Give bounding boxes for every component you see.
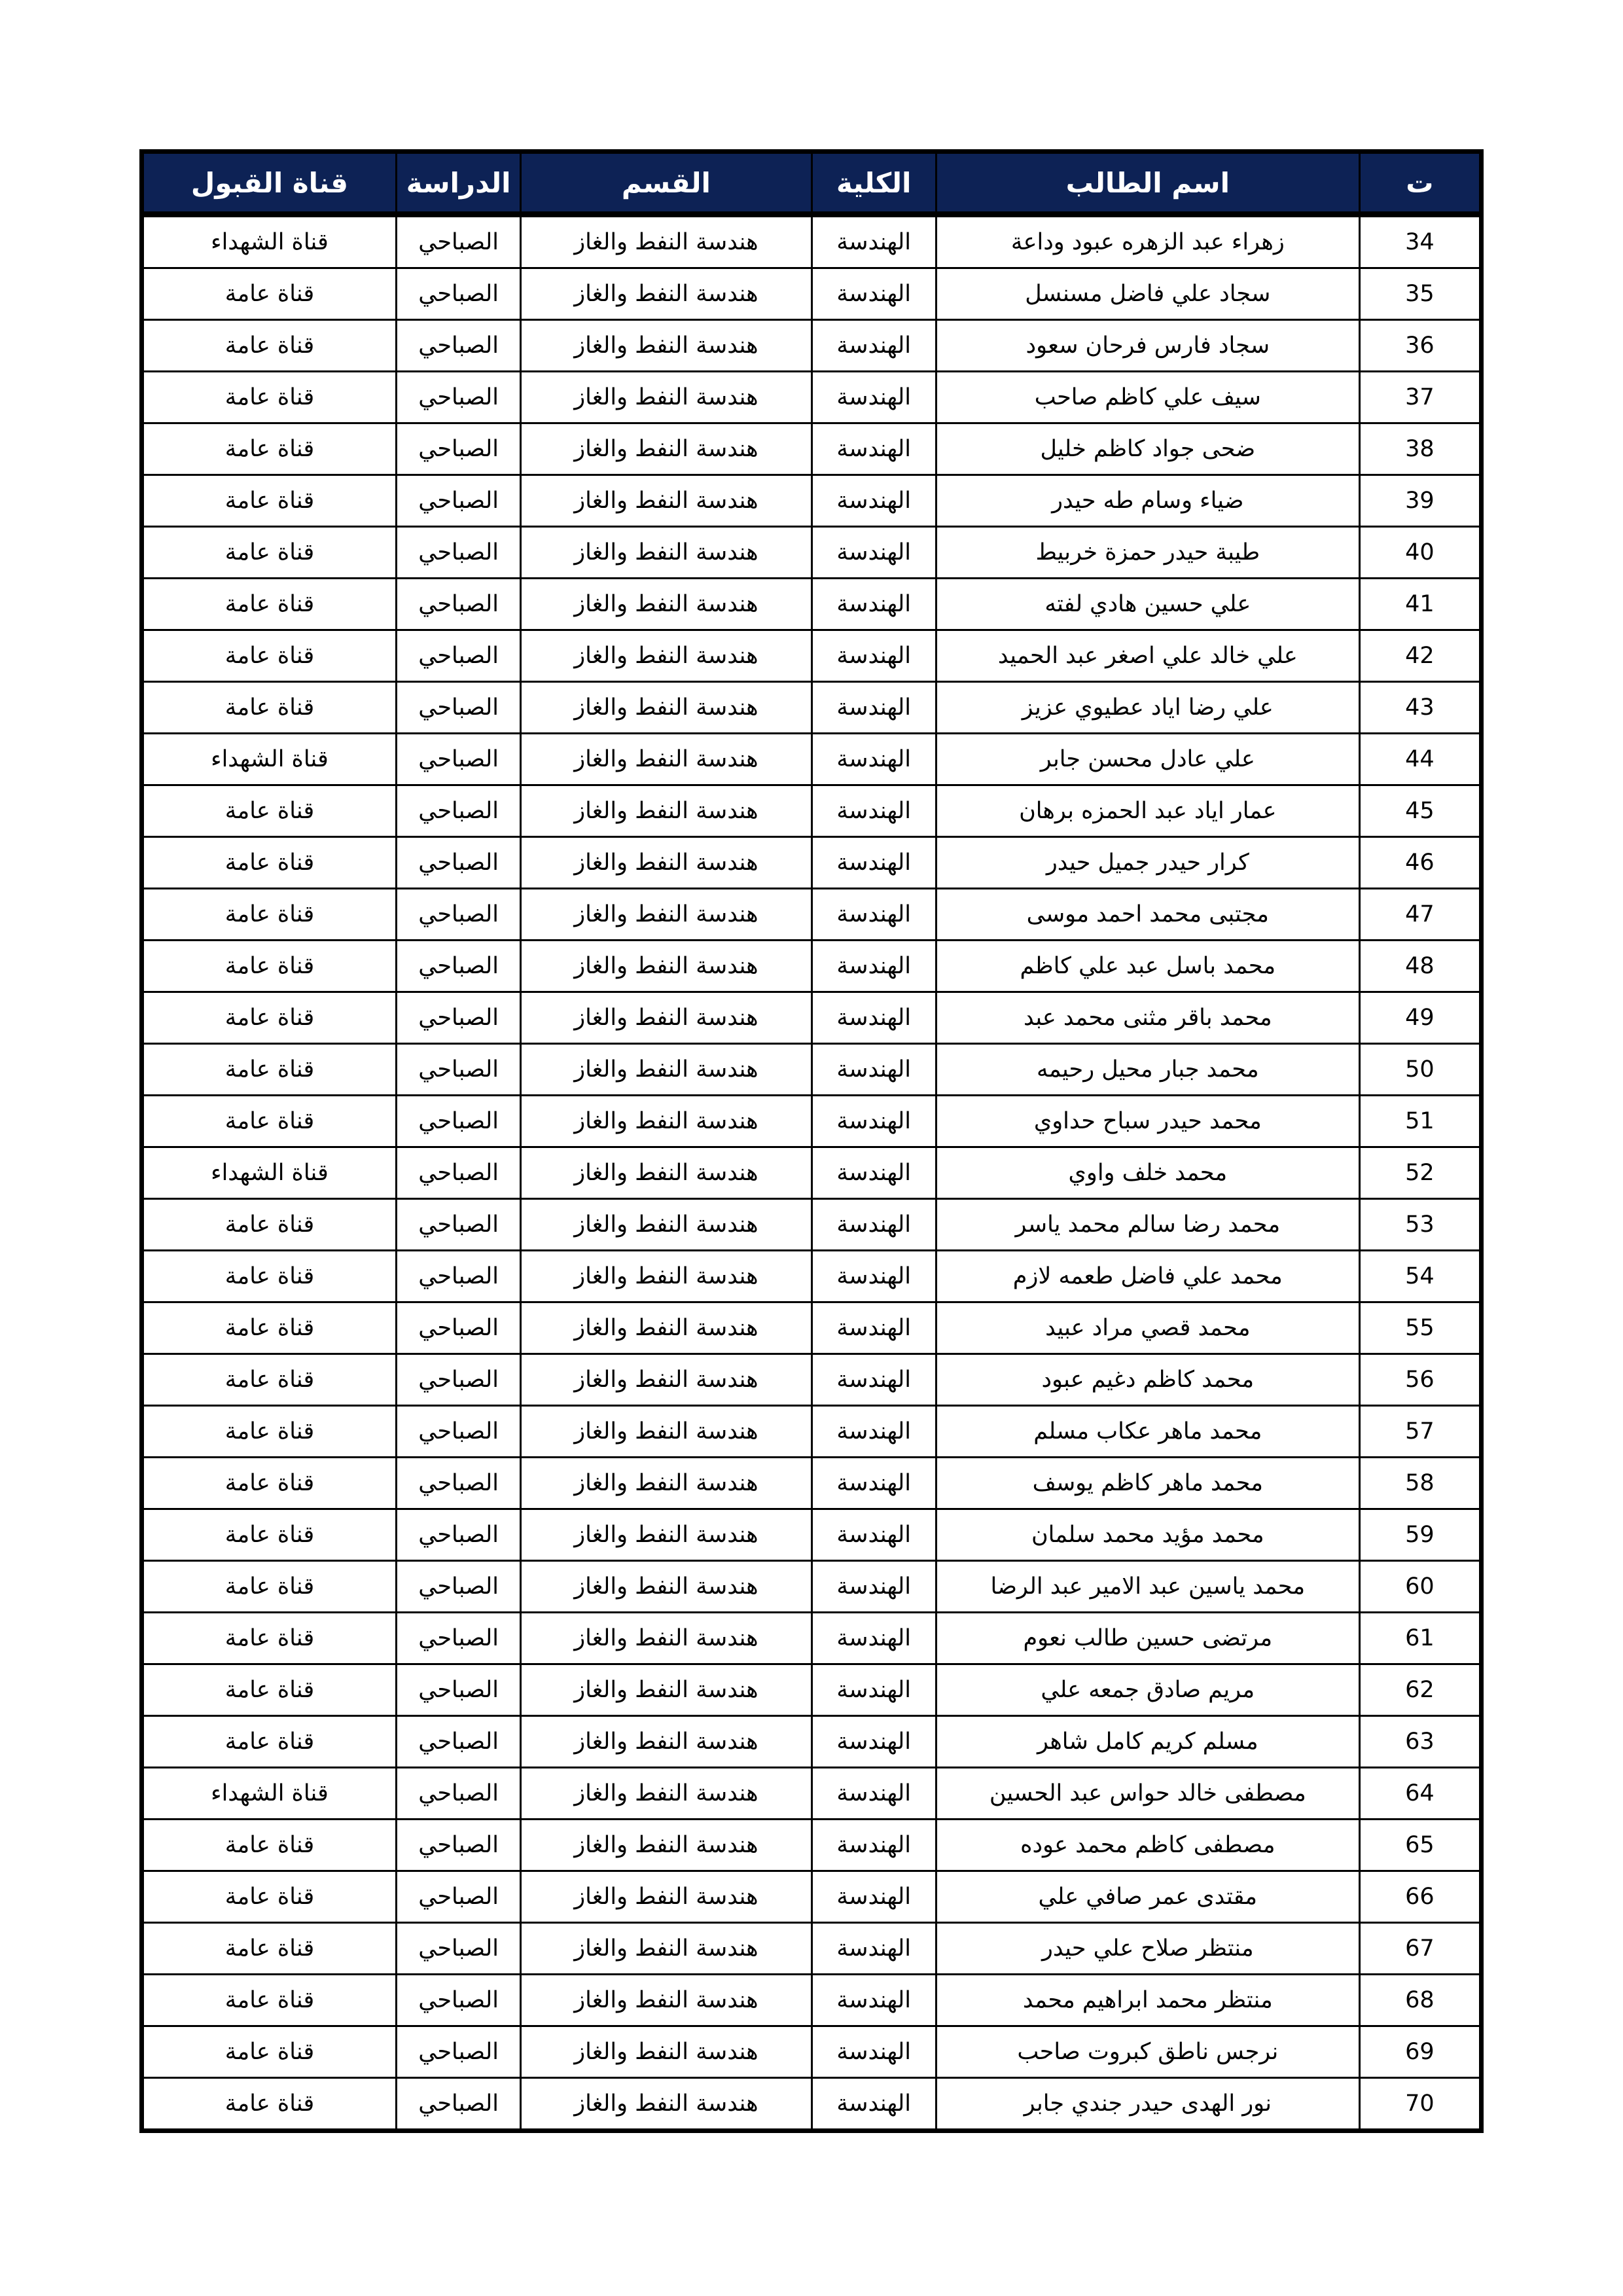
cell-number: 50 bbox=[1359, 1044, 1481, 1096]
cell-department: هندسة النفط والغاز bbox=[521, 1975, 812, 2026]
cell-college: الهندسة bbox=[812, 215, 936, 268]
cell-admission-channel: قناة عامة bbox=[142, 1561, 397, 1613]
cell-department: هندسة النفط والغاز bbox=[521, 579, 812, 630]
cell-number: 69 bbox=[1359, 2026, 1481, 2078]
cell-admission-channel: قناة عامة bbox=[142, 1044, 397, 1096]
cell-college: الهندسة bbox=[812, 1096, 936, 1147]
cell-study-type: الصباحي bbox=[396, 215, 520, 268]
cell-department: هندسة النفط والغاز bbox=[521, 1406, 812, 1458]
cell-student-name: محمد خلف واوي bbox=[936, 1147, 1359, 1199]
cell-college: الهندسة bbox=[812, 941, 936, 992]
cell-admission-channel: قناة عامة bbox=[142, 889, 397, 941]
cell-college: الهندسة bbox=[812, 1199, 936, 1251]
cell-number: 38 bbox=[1359, 423, 1481, 475]
cell-department: هندسة النفط والغاز bbox=[521, 527, 812, 579]
cell-college: الهندسة bbox=[812, 2078, 936, 2131]
table-row bbox=[142, 992, 1482, 1044]
cell-number: 53 bbox=[1359, 1199, 1481, 1251]
cell-student-name: علي عادل محسن جابر bbox=[936, 734, 1359, 785]
cell-study-type: الصباحي bbox=[396, 1509, 520, 1561]
cell-number: 66 bbox=[1359, 1871, 1481, 1923]
cell-department: هندسة النفط والغاز bbox=[521, 630, 812, 682]
cell-college: الهندسة bbox=[812, 1613, 936, 1664]
cell-study-type: الصباحي bbox=[396, 630, 520, 682]
cell-study-type: الصباحي bbox=[396, 1820, 520, 1871]
cell-admission-channel: قناة عامة bbox=[142, 941, 397, 992]
cell-admission-channel: قناة عامة bbox=[142, 579, 397, 630]
cell-college: الهندسة bbox=[812, 785, 936, 837]
cell-number: 61 bbox=[1359, 1613, 1481, 1664]
cell-admission-channel: قناة الشهداء bbox=[142, 1147, 397, 1199]
table-row bbox=[142, 1716, 1482, 1768]
table-row bbox=[142, 1406, 1482, 1458]
cell-college: الهندسة bbox=[812, 992, 936, 1044]
cell-admission-channel: قناة عامة bbox=[142, 1302, 397, 1354]
cell-study-type: الصباحي bbox=[396, 1613, 520, 1664]
cell-number: 68 bbox=[1359, 1975, 1481, 2026]
cell-college: الهندسة bbox=[812, 682, 936, 734]
cell-admission-channel: قناة عامة bbox=[142, 372, 397, 423]
cell-department: هندسة النفط والغاز bbox=[521, 2026, 812, 2078]
cell-student-name: ضحى جواد كاظم خليل bbox=[936, 423, 1359, 475]
column-header-study-type: الدراسة bbox=[396, 152, 520, 215]
cell-study-type: الصباحي bbox=[396, 682, 520, 734]
cell-admission-channel: قناة عامة bbox=[142, 1458, 397, 1509]
table-row bbox=[142, 372, 1482, 423]
cell-study-type: الصباحي bbox=[396, 1406, 520, 1458]
cell-college: الهندسة bbox=[812, 1923, 936, 1975]
table-row bbox=[142, 1975, 1482, 2026]
cell-number: 47 bbox=[1359, 889, 1481, 941]
header-row bbox=[142, 152, 1482, 215]
cell-department: هندسة النفط والغاز bbox=[521, 1251, 812, 1302]
table-row bbox=[142, 1199, 1482, 1251]
cell-student-name: مرتضى حسين طالب نعوم bbox=[936, 1613, 1359, 1664]
table-row bbox=[142, 1302, 1482, 1354]
cell-study-type: الصباحي bbox=[396, 1147, 520, 1199]
table-row bbox=[142, 1354, 1482, 1406]
cell-admission-channel: قناة عامة bbox=[142, 2026, 397, 2078]
cell-number: 64 bbox=[1359, 1768, 1481, 1820]
cell-student-name: مريم صادق جمعه علي bbox=[936, 1664, 1359, 1716]
cell-admission-channel: قناة عامة bbox=[142, 268, 397, 320]
cell-college: الهندسة bbox=[812, 889, 936, 941]
cell-college: الهندسة bbox=[812, 268, 936, 320]
cell-student-name: محمد باقر مثنى محمد عبد bbox=[936, 992, 1359, 1044]
cell-student-name: سجاد علي فاضل مسنسل bbox=[936, 268, 1359, 320]
table-row bbox=[142, 837, 1482, 889]
cell-student-name: محمد ماهر كاظم يوسف bbox=[936, 1458, 1359, 1509]
cell-student-name: ضياء وسام طه حيدر bbox=[936, 475, 1359, 527]
cell-admission-channel: قناة عامة bbox=[142, 2078, 397, 2131]
cell-department: هندسة النفط والغاز bbox=[521, 475, 812, 527]
cell-number: 55 bbox=[1359, 1302, 1481, 1354]
table-row bbox=[142, 941, 1482, 992]
cell-admission-channel: قناة عامة bbox=[142, 320, 397, 372]
cell-student-name: سجاد فارس فرحان سعود bbox=[936, 320, 1359, 372]
cell-student-name: مقتدى عمر صافي علي bbox=[936, 1871, 1359, 1923]
cell-department: هندسة النفط والغاز bbox=[521, 837, 812, 889]
table-row bbox=[142, 1664, 1482, 1716]
cell-department: هندسة النفط والغاز bbox=[521, 320, 812, 372]
cell-department: هندسة النفط والغاز bbox=[521, 1354, 812, 1406]
table-row bbox=[142, 423, 1482, 475]
cell-number: 39 bbox=[1359, 475, 1481, 527]
cell-college: الهندسة bbox=[812, 1147, 936, 1199]
cell-admission-channel: قناة عامة bbox=[142, 1820, 397, 1871]
cell-number: 34 bbox=[1359, 215, 1481, 268]
cell-study-type: الصباحي bbox=[396, 579, 520, 630]
table-row bbox=[142, 889, 1482, 941]
cell-student-name: مسلم كريم كامل شاهر bbox=[936, 1716, 1359, 1768]
cell-college: الهندسة bbox=[812, 475, 936, 527]
cell-study-type: الصباحي bbox=[396, 423, 520, 475]
cell-department: هندسة النفط والغاز bbox=[521, 1302, 812, 1354]
cell-number: 58 bbox=[1359, 1458, 1481, 1509]
cell-number: 57 bbox=[1359, 1406, 1481, 1458]
cell-number: 59 bbox=[1359, 1509, 1481, 1561]
table-row bbox=[142, 320, 1482, 372]
cell-study-type: الصباحي bbox=[396, 785, 520, 837]
cell-admission-channel: قناة عامة bbox=[142, 1251, 397, 1302]
cell-college: الهندسة bbox=[812, 1251, 936, 1302]
cell-student-name: سيف علي كاظم صاحب bbox=[936, 372, 1359, 423]
cell-college: الهندسة bbox=[812, 1664, 936, 1716]
cell-college: الهندسة bbox=[812, 1458, 936, 1509]
cell-student-name: محمد قصي مراد عبيد bbox=[936, 1302, 1359, 1354]
cell-department: هندسة النفط والغاز bbox=[521, 1923, 812, 1975]
table-row bbox=[142, 2078, 1482, 2131]
cell-college: الهندسة bbox=[812, 1044, 936, 1096]
cell-study-type: الصباحي bbox=[396, 1716, 520, 1768]
cell-number: 46 bbox=[1359, 837, 1481, 889]
cell-admission-channel: قناة عامة bbox=[142, 785, 397, 837]
cell-study-type: الصباحي bbox=[396, 1199, 520, 1251]
cell-department: هندسة النفط والغاز bbox=[521, 1458, 812, 1509]
table-row bbox=[142, 630, 1482, 682]
cell-study-type: الصباحي bbox=[396, 1768, 520, 1820]
cell-student-name: مجتبى محمد احمد موسى bbox=[936, 889, 1359, 941]
cell-department: هندسة النفط والغاز bbox=[521, 1613, 812, 1664]
cell-admission-channel: قناة عامة bbox=[142, 1975, 397, 2026]
cell-department: هندسة النفط والغاز bbox=[521, 2078, 812, 2131]
cell-study-type: الصباحي bbox=[396, 320, 520, 372]
cell-study-type: الصباحي bbox=[396, 889, 520, 941]
cell-college: الهندسة bbox=[812, 1561, 936, 1613]
cell-college: الهندسة bbox=[812, 837, 936, 889]
cell-study-type: الصباحي bbox=[396, 475, 520, 527]
table-row bbox=[142, 2026, 1482, 2078]
table-row bbox=[142, 1871, 1482, 1923]
cell-college: الهندسة bbox=[812, 1509, 936, 1561]
cell-number: 48 bbox=[1359, 941, 1481, 992]
table-header bbox=[142, 152, 1482, 215]
cell-department: هندسة النفط والغاز bbox=[521, 682, 812, 734]
cell-student-name: محمد حيدر سباح حداوي bbox=[936, 1096, 1359, 1147]
cell-number: 65 bbox=[1359, 1820, 1481, 1871]
cell-study-type: الصباحي bbox=[396, 268, 520, 320]
cell-department: هندسة النفط والغاز bbox=[521, 1716, 812, 1768]
cell-study-type: الصباحي bbox=[396, 527, 520, 579]
cell-department: هندسة النفط والغاز bbox=[521, 1044, 812, 1096]
cell-study-type: الصباحي bbox=[396, 2026, 520, 2078]
cell-number: 44 bbox=[1359, 734, 1481, 785]
cell-study-type: الصباحي bbox=[396, 1871, 520, 1923]
cell-study-type: الصباحي bbox=[396, 1251, 520, 1302]
cell-college: الهندسة bbox=[812, 734, 936, 785]
cell-number: 36 bbox=[1359, 320, 1481, 372]
cell-study-type: الصباحي bbox=[396, 837, 520, 889]
cell-admission-channel: قناة عامة bbox=[142, 1199, 397, 1251]
cell-admission-channel: قناة عامة bbox=[142, 630, 397, 682]
cell-admission-channel: قناة الشهداء bbox=[142, 215, 397, 268]
cell-admission-channel: قناة عامة bbox=[142, 1509, 397, 1561]
cell-student-name: نرجس ناطق كبروت صاحب bbox=[936, 2026, 1359, 2078]
cell-department: هندسة النفط والغاز bbox=[521, 423, 812, 475]
table-row bbox=[142, 734, 1482, 785]
cell-admission-channel: قناة عامة bbox=[142, 527, 397, 579]
table-row bbox=[142, 215, 1482, 268]
table-row bbox=[142, 1044, 1482, 1096]
cell-department: هندسة النفط والغاز bbox=[521, 1509, 812, 1561]
cell-number: 37 bbox=[1359, 372, 1481, 423]
cell-department: هندسة النفط والغاز bbox=[521, 992, 812, 1044]
table-row bbox=[142, 785, 1482, 837]
cell-college: الهندسة bbox=[812, 579, 936, 630]
cell-student-name: علي رضا اياد عطيوي عزيز bbox=[936, 682, 1359, 734]
cell-department: هندسة النفط والغاز bbox=[521, 889, 812, 941]
cell-student-name: محمد مؤيد محمد سلمان bbox=[936, 1509, 1359, 1561]
cell-department: هندسة النفط والغاز bbox=[521, 1199, 812, 1251]
cell-department: هندسة النفط والغاز bbox=[521, 1820, 812, 1871]
cell-student-name: محمد باسل عبد علي كاظم bbox=[936, 941, 1359, 992]
cell-number: 41 bbox=[1359, 579, 1481, 630]
table-row bbox=[142, 1458, 1482, 1509]
cell-admission-channel: قناة عامة bbox=[142, 423, 397, 475]
cell-department: هندسة النفط والغاز bbox=[521, 215, 812, 268]
cell-number: 56 bbox=[1359, 1354, 1481, 1406]
cell-study-type: الصباحي bbox=[396, 1664, 520, 1716]
cell-student-name: محمد علي فاضل طعمه لازم bbox=[936, 1251, 1359, 1302]
cell-college: الهندسة bbox=[812, 1354, 936, 1406]
table-row bbox=[142, 682, 1482, 734]
cell-college: الهندسة bbox=[812, 630, 936, 682]
cell-college: الهندسة bbox=[812, 372, 936, 423]
table-row bbox=[142, 475, 1482, 527]
cell-student-name: عمار اياد عبد الحمزه برهان bbox=[936, 785, 1359, 837]
cell-number: 42 bbox=[1359, 630, 1481, 682]
cell-college: الهندسة bbox=[812, 1716, 936, 1768]
cell-study-type: الصباحي bbox=[396, 1561, 520, 1613]
cell-student-name: مصطفى خالد حواس عبد الحسين bbox=[936, 1768, 1359, 1820]
cell-number: 43 bbox=[1359, 682, 1481, 734]
cell-college: الهندسة bbox=[812, 2026, 936, 2078]
cell-college: الهندسة bbox=[812, 1820, 936, 1871]
cell-number: 62 bbox=[1359, 1664, 1481, 1716]
table-row bbox=[142, 1251, 1482, 1302]
students-table bbox=[139, 149, 1484, 2133]
cell-student-name: محمد ياسين عبد الامير عبد الرضا bbox=[936, 1561, 1359, 1613]
cell-college: الهندسة bbox=[812, 423, 936, 475]
cell-number: 40 bbox=[1359, 527, 1481, 579]
cell-admission-channel: قناة عامة bbox=[142, 1406, 397, 1458]
cell-study-type: الصباحي bbox=[396, 372, 520, 423]
cell-study-type: الصباحي bbox=[396, 734, 520, 785]
cell-student-name: محمد ماهر عكاب مسلم bbox=[936, 1406, 1359, 1458]
cell-number: 67 bbox=[1359, 1923, 1481, 1975]
table-row bbox=[142, 1923, 1482, 1975]
column-header-admission-channel: قناة القبول bbox=[142, 152, 397, 215]
cell-number: 54 bbox=[1359, 1251, 1481, 1302]
column-header-number: ت bbox=[1359, 152, 1481, 215]
cell-admission-channel: قناة عامة bbox=[142, 837, 397, 889]
cell-study-type: الصباحي bbox=[396, 2078, 520, 2131]
cell-number: 35 bbox=[1359, 268, 1481, 320]
cell-student-name: زهراء عبد الزهره عبود وداعة bbox=[936, 215, 1359, 268]
cell-number: 52 bbox=[1359, 1147, 1481, 1199]
cell-admission-channel: قناة عامة bbox=[142, 1354, 397, 1406]
cell-college: الهندسة bbox=[812, 527, 936, 579]
cell-admission-channel: قناة عامة bbox=[142, 1613, 397, 1664]
table-row bbox=[142, 1768, 1482, 1820]
cell-department: هندسة النفط والغاز bbox=[521, 941, 812, 992]
cell-admission-channel: قناة عامة bbox=[142, 1923, 397, 1975]
cell-study-type: الصباحي bbox=[396, 992, 520, 1044]
cell-study-type: الصباحي bbox=[396, 1354, 520, 1406]
column-header-department: القسم bbox=[521, 152, 812, 215]
cell-study-type: الصباحي bbox=[396, 1302, 520, 1354]
cell-college: الهندسة bbox=[812, 1871, 936, 1923]
cell-admission-channel: قناة الشهداء bbox=[142, 734, 397, 785]
cell-department: هندسة النفط والغاز bbox=[521, 1664, 812, 1716]
cell-admission-channel: قناة عامة bbox=[142, 1664, 397, 1716]
cell-student-name: علي حسين هادي لفته bbox=[936, 579, 1359, 630]
cell-admission-channel: قناة عامة bbox=[142, 475, 397, 527]
cell-college: الهندسة bbox=[812, 1975, 936, 2026]
cell-student-name: كرار حيدر جميل حيدر bbox=[936, 837, 1359, 889]
table-row bbox=[142, 1820, 1482, 1871]
cell-student-name: محمد كاظم دغيم عبود bbox=[936, 1354, 1359, 1406]
cell-admission-channel: قناة عامة bbox=[142, 992, 397, 1044]
table-row bbox=[142, 1561, 1482, 1613]
cell-admission-channel: قناة الشهداء bbox=[142, 1768, 397, 1820]
cell-study-type: الصباحي bbox=[396, 1458, 520, 1509]
students-table-container bbox=[139, 149, 1484, 2133]
table-row bbox=[142, 1096, 1482, 1147]
cell-college: الهندسة bbox=[812, 1768, 936, 1820]
table-row bbox=[142, 527, 1482, 579]
column-header-college: الكلية bbox=[812, 152, 936, 215]
cell-student-name: مصطفى كاظم محمد عوده bbox=[936, 1820, 1359, 1871]
table-row bbox=[142, 579, 1482, 630]
table-row bbox=[142, 1509, 1482, 1561]
cell-admission-channel: قناة عامة bbox=[142, 1096, 397, 1147]
cell-student-name: نور الهدى حيدر جندي جابر bbox=[936, 2078, 1359, 2131]
cell-department: هندسة النفط والغاز bbox=[521, 268, 812, 320]
table-row bbox=[142, 268, 1482, 320]
cell-student-name: طيبة حيدر حمزة خربيط bbox=[936, 527, 1359, 579]
cell-department: هندسة النفط والغاز bbox=[521, 1768, 812, 1820]
cell-number: 51 bbox=[1359, 1096, 1481, 1147]
cell-number: 45 bbox=[1359, 785, 1481, 837]
table-body bbox=[142, 215, 1482, 2131]
cell-study-type: الصباحي bbox=[396, 1044, 520, 1096]
cell-department: هندسة النفط والغاز bbox=[521, 734, 812, 785]
table-row bbox=[142, 1147, 1482, 1199]
cell-department: هندسة النفط والغاز bbox=[521, 785, 812, 837]
cell-study-type: الصباحي bbox=[396, 1096, 520, 1147]
cell-college: الهندسة bbox=[812, 1302, 936, 1354]
table-row bbox=[142, 1613, 1482, 1664]
cell-student-name: منتظر صلاح علي حيدر bbox=[936, 1923, 1359, 1975]
column-header-student-name: اسم الطالب bbox=[936, 152, 1359, 215]
cell-department: هندسة النفط والغاز bbox=[521, 1147, 812, 1199]
cell-department: هندسة النفط والغاز bbox=[521, 1096, 812, 1147]
cell-student-name: منتظر محمد ابراهيم محمد bbox=[936, 1975, 1359, 2026]
cell-study-type: الصباحي bbox=[396, 941, 520, 992]
cell-number: 60 bbox=[1359, 1561, 1481, 1613]
cell-department: هندسة النفط والغاز bbox=[521, 1871, 812, 1923]
cell-student-name: محمد رضا سالم محمد ياسر bbox=[936, 1199, 1359, 1251]
cell-number: 63 bbox=[1359, 1716, 1481, 1768]
cell-study-type: الصباحي bbox=[396, 1923, 520, 1975]
cell-department: هندسة النفط والغاز bbox=[521, 372, 812, 423]
cell-student-name: علي خالد علي اصغر عبد الحميد bbox=[936, 630, 1359, 682]
cell-study-type: الصباحي bbox=[396, 1975, 520, 2026]
cell-admission-channel: قناة عامة bbox=[142, 1716, 397, 1768]
cell-admission-channel: قناة عامة bbox=[142, 1871, 397, 1923]
cell-student-name: محمد جبار محيل رحيمه bbox=[936, 1044, 1359, 1096]
cell-admission-channel: قناة عامة bbox=[142, 682, 397, 734]
cell-number: 49 bbox=[1359, 992, 1481, 1044]
cell-number: 70 bbox=[1359, 2078, 1481, 2131]
cell-college: الهندسة bbox=[812, 320, 936, 372]
cell-college: الهندسة bbox=[812, 1406, 936, 1458]
cell-department: هندسة النفط والغاز bbox=[521, 1561, 812, 1613]
